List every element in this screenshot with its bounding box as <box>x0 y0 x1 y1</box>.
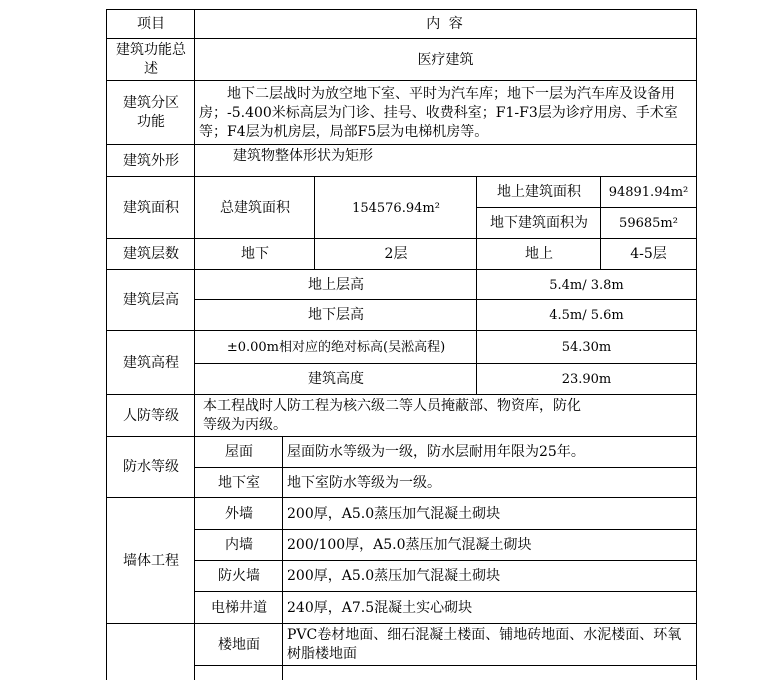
floor-height-above-value: 5.4m/ 3.8m <box>476 269 697 300</box>
waterproof-basement-label: 地下室 <box>194 467 283 498</box>
value-civil-defense: 本工程战时人防工程为核六级二等人员掩蔽部、物资库，防化等级为丙级。 <box>194 394 697 437</box>
label-shape: 建筑外形 <box>106 144 195 177</box>
wall-item-label: 外墙 <box>194 497 283 530</box>
area-below-value: 59685m² <box>600 207 697 239</box>
label-wall: 墙体工程 <box>106 497 195 624</box>
wall-item-value: 200/100厚，A5.0蒸压加气混凝土砌块 <box>282 529 697 561</box>
wall-item-value: 240厚，A7.5混凝土实心砌块 <box>282 591 697 624</box>
label-summary: 建筑功能总述 <box>106 38 195 81</box>
waterproof-basement-value: 地下室防水等级为一级。 <box>282 467 697 498</box>
label-civil-defense: 人防等级 <box>106 394 195 437</box>
value-shape: 建筑物整体形状为矩形 <box>194 144 697 177</box>
value-summary: 医疗建筑 <box>194 38 697 81</box>
header-content: 内 容 <box>194 9 697 39</box>
area-above-value: 94891.94m² <box>600 176 697 208</box>
label-waterproof: 防水等级 <box>106 436 195 498</box>
document-page <box>106 0 697 680</box>
floors-below-label: 地下 <box>194 238 315 270</box>
label-finish-cut <box>106 623 195 680</box>
label-elevation: 建筑高程 <box>106 330 195 395</box>
header-item: 项目 <box>106 9 195 39</box>
area-below-label: 地下建筑面积为 <box>476 207 601 239</box>
finish-floor-label: 楼地面 <box>194 623 283 666</box>
value-zoning: 地下二层战时为放空地下室、平时为汽车库；地下一层为汽车库及设备用房；-5.400米标高层为门诊、挂号、收费科室；F1-F3层为诊疗用房、手术室等；F4层为机房层，局部F5层为电梯机房等。 <box>194 80 697 145</box>
wall-item-label: 防火墙 <box>194 560 283 592</box>
elevation-height-value: 23.90m <box>476 363 697 395</box>
area-above-label: 地上建筑面积 <box>476 176 601 208</box>
floors-above-value: 4-5层 <box>600 238 697 270</box>
area-total-label: 总建筑面积 <box>194 176 315 239</box>
label-floors: 建筑层数 <box>106 238 195 270</box>
wall-item-value: 200厚，A5.0蒸压加气混凝土砌块 <box>282 497 697 530</box>
wall-item-value: 200厚，A5.0蒸压加气混凝土砌块 <box>282 560 697 592</box>
finish-next-label-cut <box>194 665 283 680</box>
label-zoning: 建筑分区功能 <box>106 80 195 145</box>
floor-height-below-label: 地下层高 <box>194 299 477 331</box>
floors-below-value: 2层 <box>314 238 477 270</box>
wall-item-label: 内墙 <box>194 529 283 561</box>
floor-height-above-label: 地上层高 <box>194 269 477 300</box>
finish-floor-value: PVC卷材地面、细石混凝土楼面、铺地砖地面、水泥楼面、环氧树脂楼地面 <box>282 623 697 666</box>
elevation-zero-label: ±0.00m相对应的绝对标高(吴淞高程) <box>194 330 477 364</box>
finish-next-value-cut <box>282 665 697 680</box>
right-margin <box>697 0 770 680</box>
floor-height-below-value: 4.5m/ 5.6m <box>476 299 697 331</box>
area-total-value: 154576.94m² <box>314 176 477 239</box>
elevation-height-label: 建筑高度 <box>194 363 477 395</box>
wall-item-label: 电梯井道 <box>194 591 283 624</box>
waterproof-roof-value: 屋面防水等级为一级，防水层耐用年限为25年。 <box>282 436 697 468</box>
label-area: 建筑面积 <box>106 176 195 239</box>
elevation-zero-value: 54.30m <box>476 330 697 364</box>
waterproof-roof-label: 屋面 <box>194 436 283 468</box>
left-margin <box>0 0 106 680</box>
floors-above-label: 地上 <box>476 238 601 270</box>
label-floor-height: 建筑层高 <box>106 269 195 331</box>
